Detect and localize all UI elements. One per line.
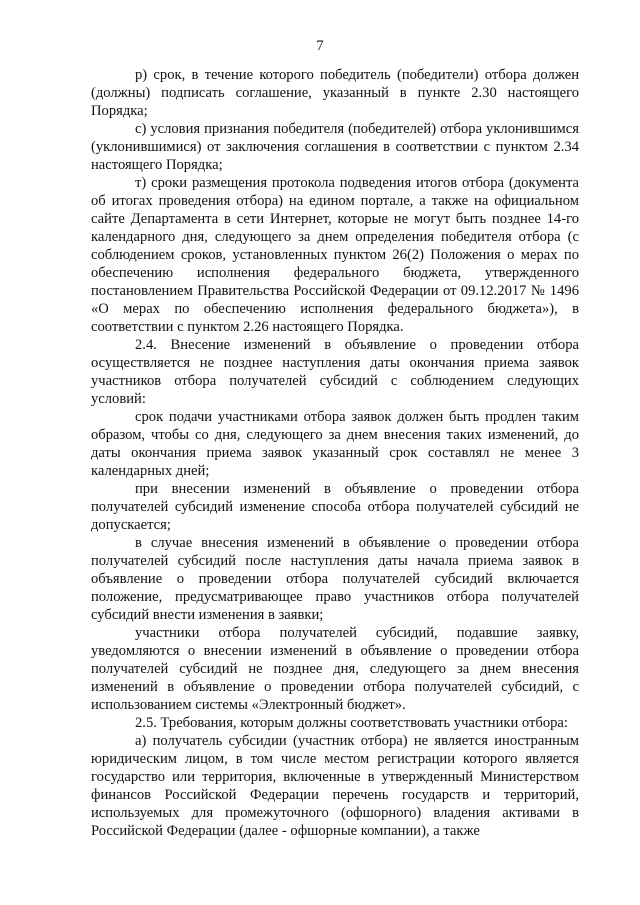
paragraph-condition-changes: в случае внесения изменений в объявление о проведении отбора получателей субсидий после наступления даты начала приема заявок в объявление о проведении отбора получателей субсидий включается положение, предусматривающее право участников отбора получателей субсидий внести изменения в заявки; <box>91 535 579 623</box>
page-number: 7 <box>316 38 324 54</box>
paragraph-section-2-5: 2.5. Требования, которым должны соответствовать участники отбора: <box>135 715 568 731</box>
document-body <box>91 66 579 840</box>
paragraph-condition-deadline: срок подачи участниками отбора заявок должен быть продлен таким образом, чтобы со дня, следующего за днем внесения таких изменений, до даты окончания приема заявок указанный срок составлял не менее 3 календарных дней; <box>91 409 579 479</box>
paragraph-item-r: р) срок, в течение которого победитель (победители) отбора должен (должны) подписать соглашение, указанный в пункте 2.30 настоящего Порядка; <box>91 67 579 119</box>
paragraph-section-2-4: 2.4. Внесение изменений в объявление о проведении отбора осуществляется не позднее наступления даты окончания приема заявок участников отбора получателей субсидий с соблюдением следующих условий: <box>91 337 579 407</box>
paragraph-item-s: с) условия признания победителя (победителей) отбора уклонившимся (уклонившимися) от заключения соглашения в соответствии с пунктом 2.34 настоящего Порядка; <box>91 121 579 173</box>
paragraph-condition-notification: участники отбора получателей субсидий, подавшие заявку, уведомляются о внесении изменений в объявление о проведении отбора получателей субсидий не позднее дня, следующего за днем внесения изменений в объявление о проведении отбора получателей субсидий, с использованием системы «Электронный бюджет». <box>91 625 579 713</box>
paragraph-item-t: т) сроки размещения протокола подведения итогов отбора (документа об итогах проведения отбора) на едином портале, а также на официальном сайте Департамента в сети Интернет, которые не могут быть позднее 14-го календарного дня, следующего за днем определения победителя отбора (с соблюдением сроков, установленных пунктом 26(2) Положения о мерах по обеспечению исполнения федерального бюджета, утвержденного постановлением Правительства Российской Федерации от 09.12.2017 № 1496 «О мерах по обеспечению исполнения федерального бюджета»), в соответствии с пунктом 2.26 настоящего Порядка. <box>91 175 579 335</box>
paragraph-condition-method: при внесении изменений в объявление о проведении отбора получателей субсидий изменение способа отбора получателей субсидий не допускается; <box>91 481 579 533</box>
paragraph-requirement-a: а) получатель субсидии (участник отбора) не является иностранным юридическим лицом, в том числе местом регистрации которого является государство или территория, включенные в утвержденный Министерством финансов Российской Федерации перечень государств и территорий, используемых для промежуточного (офшорного) владения активами в Российской Федерации (далее - офшорные компании), а также <box>91 733 579 839</box>
